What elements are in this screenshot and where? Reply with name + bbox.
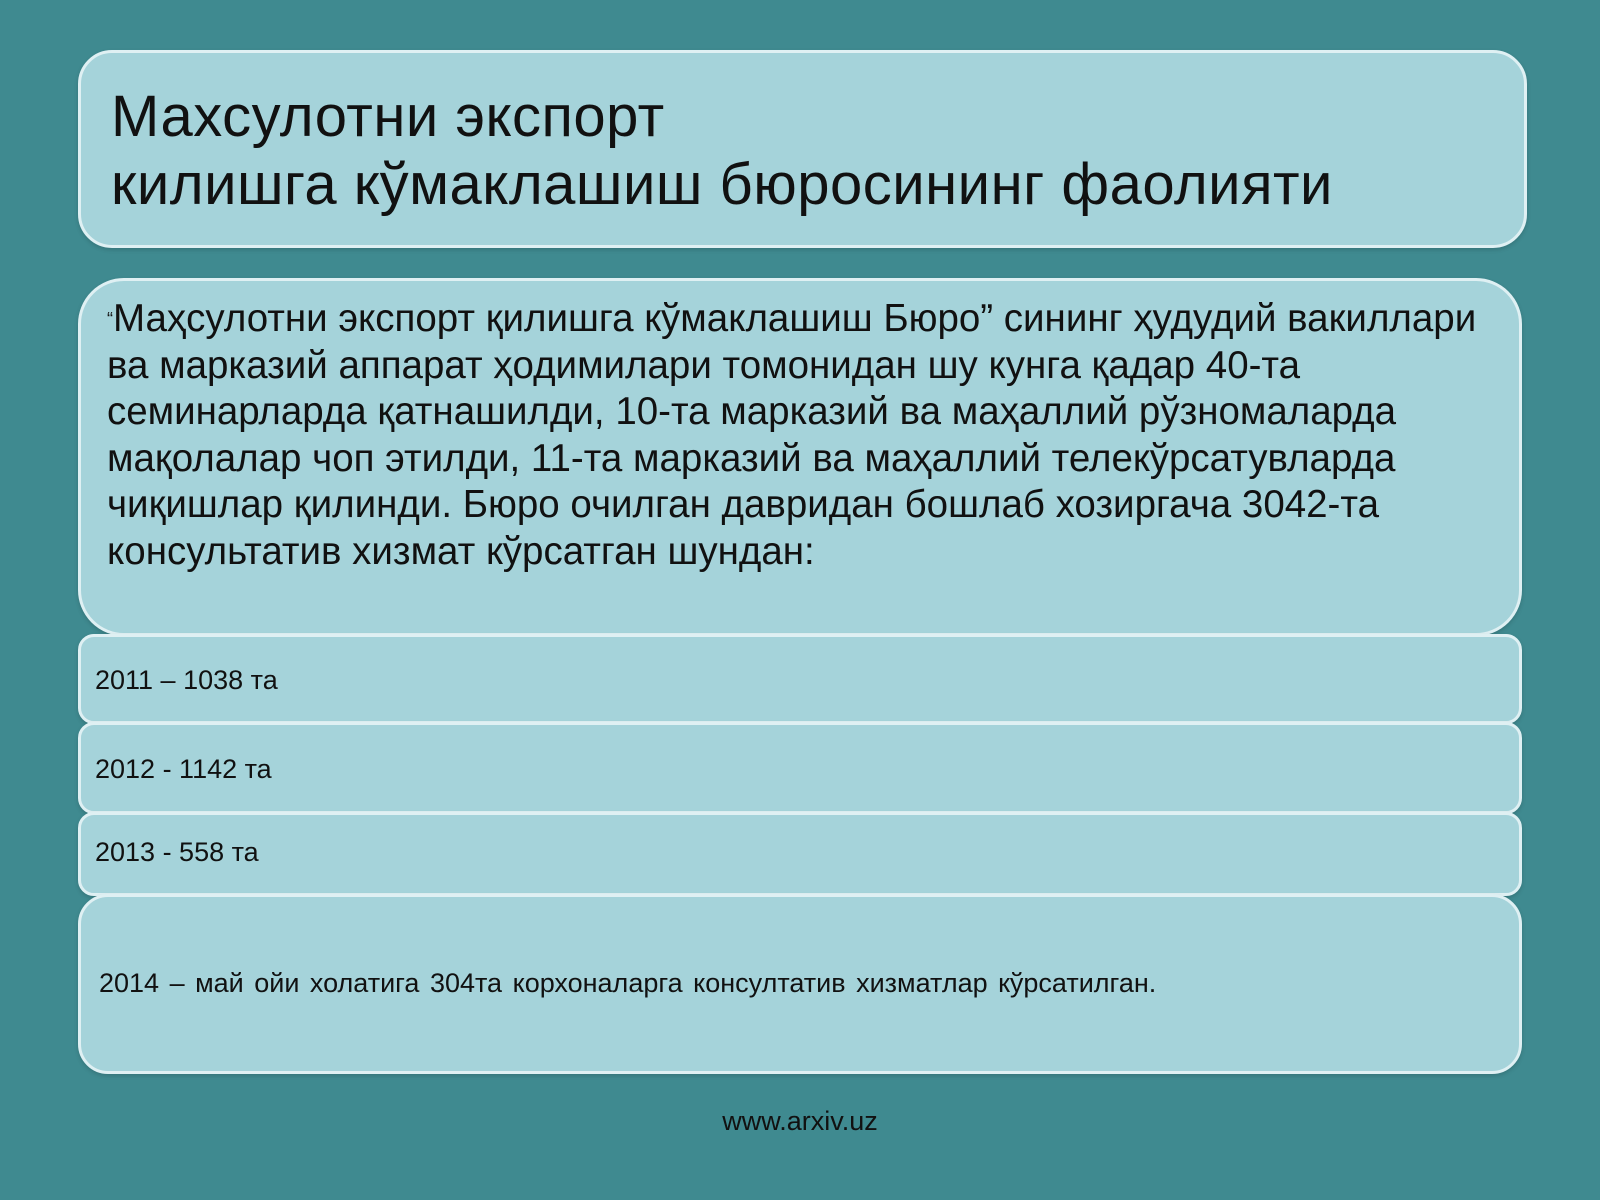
- list-item-2012: 2012 - 1142 та: [95, 754, 272, 784]
- opening-quote-mark: “: [107, 309, 113, 329]
- list-item: [78, 894, 1522, 1074]
- list-item: [78, 722, 1522, 814]
- list-item: [78, 634, 1522, 724]
- title-panel: [78, 50, 1527, 248]
- footer-url: www.arxiv.uz: [722, 1106, 878, 1136]
- list-item: [78, 812, 1522, 896]
- body-text: Маҳсулотни экспорт қилишга кўмаклашиш Бюро” сининг ҳудудий вакиллари ва марказий аппарат ҳодимилари томонидан шу кунга қадар 40-та семинарларда қатнашилди, 10-та марказий ва маҳаллий рўзномаларда мақолалар чоп этилди, 11-та марказий ва маҳаллий телекўрсатувларда чиқишлар қилинди. Бюро очилган давридан бошлаб хозиргача 3042-та консультатив хизмат кўрсатган шундан:: [107, 297, 1477, 573]
- list-item-2014: 2014 – май ойи холатига 304та корхоналарга консултатив хизматлар кўрсатилган.: [99, 968, 1157, 998]
- list-item-2013: 2013 - 558 та: [95, 837, 259, 867]
- body-panel: [78, 278, 1522, 636]
- list-item-2011: 2011 – 1038 та: [95, 665, 278, 695]
- body-text-paragraph: [107, 296, 1495, 575]
- slide-title: Махсулотни экспорт килишга кўмаклашиш бюросининг фаолияти: [111, 84, 1333, 217]
